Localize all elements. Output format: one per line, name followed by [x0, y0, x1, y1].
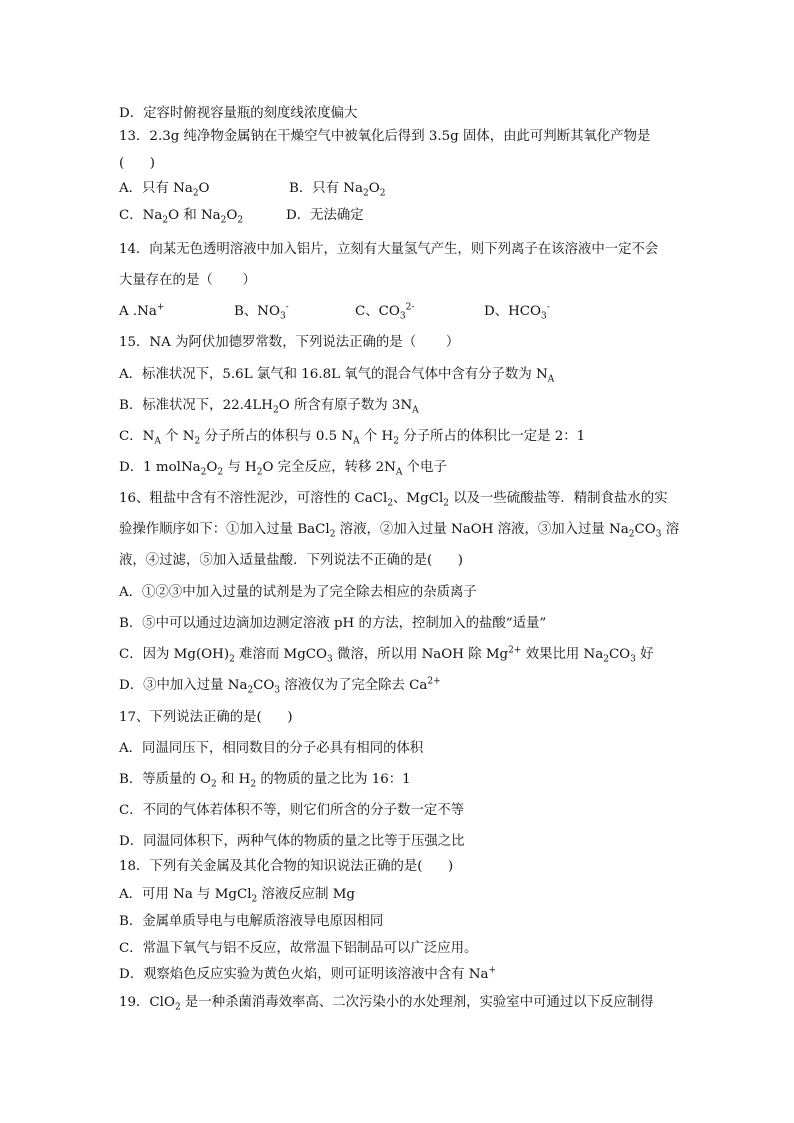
question-14: 14．向某无色透明溶液中加入铝片，立刻有大量氢气产生，则下列离子在该溶液中一定不会: [119, 242, 659, 257]
text-line: A．①②③中加入过量的试剂是为了完全除去相应的杂质离子: [119, 585, 477, 600]
question-17: 17、下列说法正确的是( ): [119, 710, 293, 725]
text-line: 液，④过滤，⑤加入适量盐酸．下列说法不正确的是( ): [119, 553, 463, 568]
text-line: B．金属单质导电与电解质溶液导电原因相同: [119, 914, 384, 929]
text-line: D．定容时俯视容量瓶的刻度线浓度偏大: [119, 106, 358, 121]
text-line: C．常温下氧气与铝不反应，故常温下铝制品可以广泛应用。: [119, 941, 478, 956]
text-line: B．⑤中可以通过边滴加边测定溶液 pH 的方法，控制加入的盐酸“适量”: [119, 616, 547, 631]
option-c: C．$Na_2O$ 和 $Na_2O_2$: [119, 208, 244, 226]
option-b: B、$NO_3^-$: [234, 302, 289, 322]
text-line: B．标准状况下，$22.4LH_2O$ 所含有原子数为 $3N_A$: [119, 398, 419, 416]
text-line: D．观察焰色反应实验为黄色火焰，则可证明该溶液中含有 Na+: [119, 965, 497, 982]
question-18: 18．下列有关金属及其化合物的知识说法正确的是( ): [119, 859, 454, 874]
text-line: D．1 $molNa_2O_2$ 与 $H_2O$ 完全反应，转移 $2N_A$ 个电子: [119, 460, 447, 478]
text-line: C．因为 $Mg(OH)_2$ 难溶而 MgCO$_3$ 微溶，所以用 NaOH 除 $Mg^{2+}$ 效果比用 $Na_2CO_3$ 好: [119, 645, 654, 665]
text-line: 大量存在的是（ ）: [119, 273, 256, 288]
text-line: C．不同的气体若体积不等，则它们所含的分子数一定不等: [119, 803, 465, 818]
option-d: D、$HCO_3^-$: [484, 302, 550, 322]
answer-bracket: ( ): [119, 156, 155, 171]
question-15: 15．NA 为阿伏加德罗常数，下列说法正确的是（ ）: [119, 335, 460, 350]
text-line: A．可用 Na 与 MgCl$_2$ 溶液反应制 Mg: [119, 887, 355, 905]
text-line: B．等质量的 $O_2$ 和 $H_2$ 的物质的量之比为 16：1: [119, 772, 411, 790]
text-line: D．同温同体积下，两种气体的物质的量之比等于压强之比: [119, 834, 465, 849]
question-16: 16、粗盐中含有不溶性泥沙，可溶性的 CaCl$_2$、MgCl$_2$ 以及一些硫酸盐等．精制食盐水的实: [119, 491, 668, 509]
option-c: C、$CO_3^{2-}$: [355, 302, 415, 322]
option-a: A .Na+: [119, 302, 165, 319]
question-13: 13．2.3g 纯净物金属钠在干燥空气中被氧化后得到 3.5g 固体，由此可判断其氧化产物是: [119, 129, 651, 144]
text-line: C．$N_A$ 个 $N_2$ 分子所占的体积与 0.5 $N_A$ 个 $H_2$ 分子所占的体积比一定是 2：1: [119, 429, 586, 447]
text-line: 验操作顺序如下：①加入过量 BaCl$_2$ 溶液，②加入过量 NaOH 溶液，③加入过量 $Na_2CO_3$ 溶: [119, 522, 680, 540]
text-line: A．同温同压下，相同数目的分子必具有相同的体积: [119, 741, 424, 756]
option-b: B．只有 $Na_2O_2$: [289, 181, 386, 199]
text-line: D．③中加入过量 $Na_2CO_3$ 溶液仅为了完全除去 $Ca^{2+}$: [119, 676, 441, 696]
text-line: A．标准状况下，5.6L 氯气和 16.8L 氧气的混合气体中含有分子数为 $N_A$: [119, 367, 555, 385]
option-d: D．无法确定: [286, 208, 364, 223]
question-19: 19．ClO$_2$ 是一种杀菌消毒效率高、二次污染小的水处理剂，实验室中可通过以下反应制得: [119, 995, 654, 1013]
option-a: A．只有 $Na_2O$: [119, 181, 210, 199]
